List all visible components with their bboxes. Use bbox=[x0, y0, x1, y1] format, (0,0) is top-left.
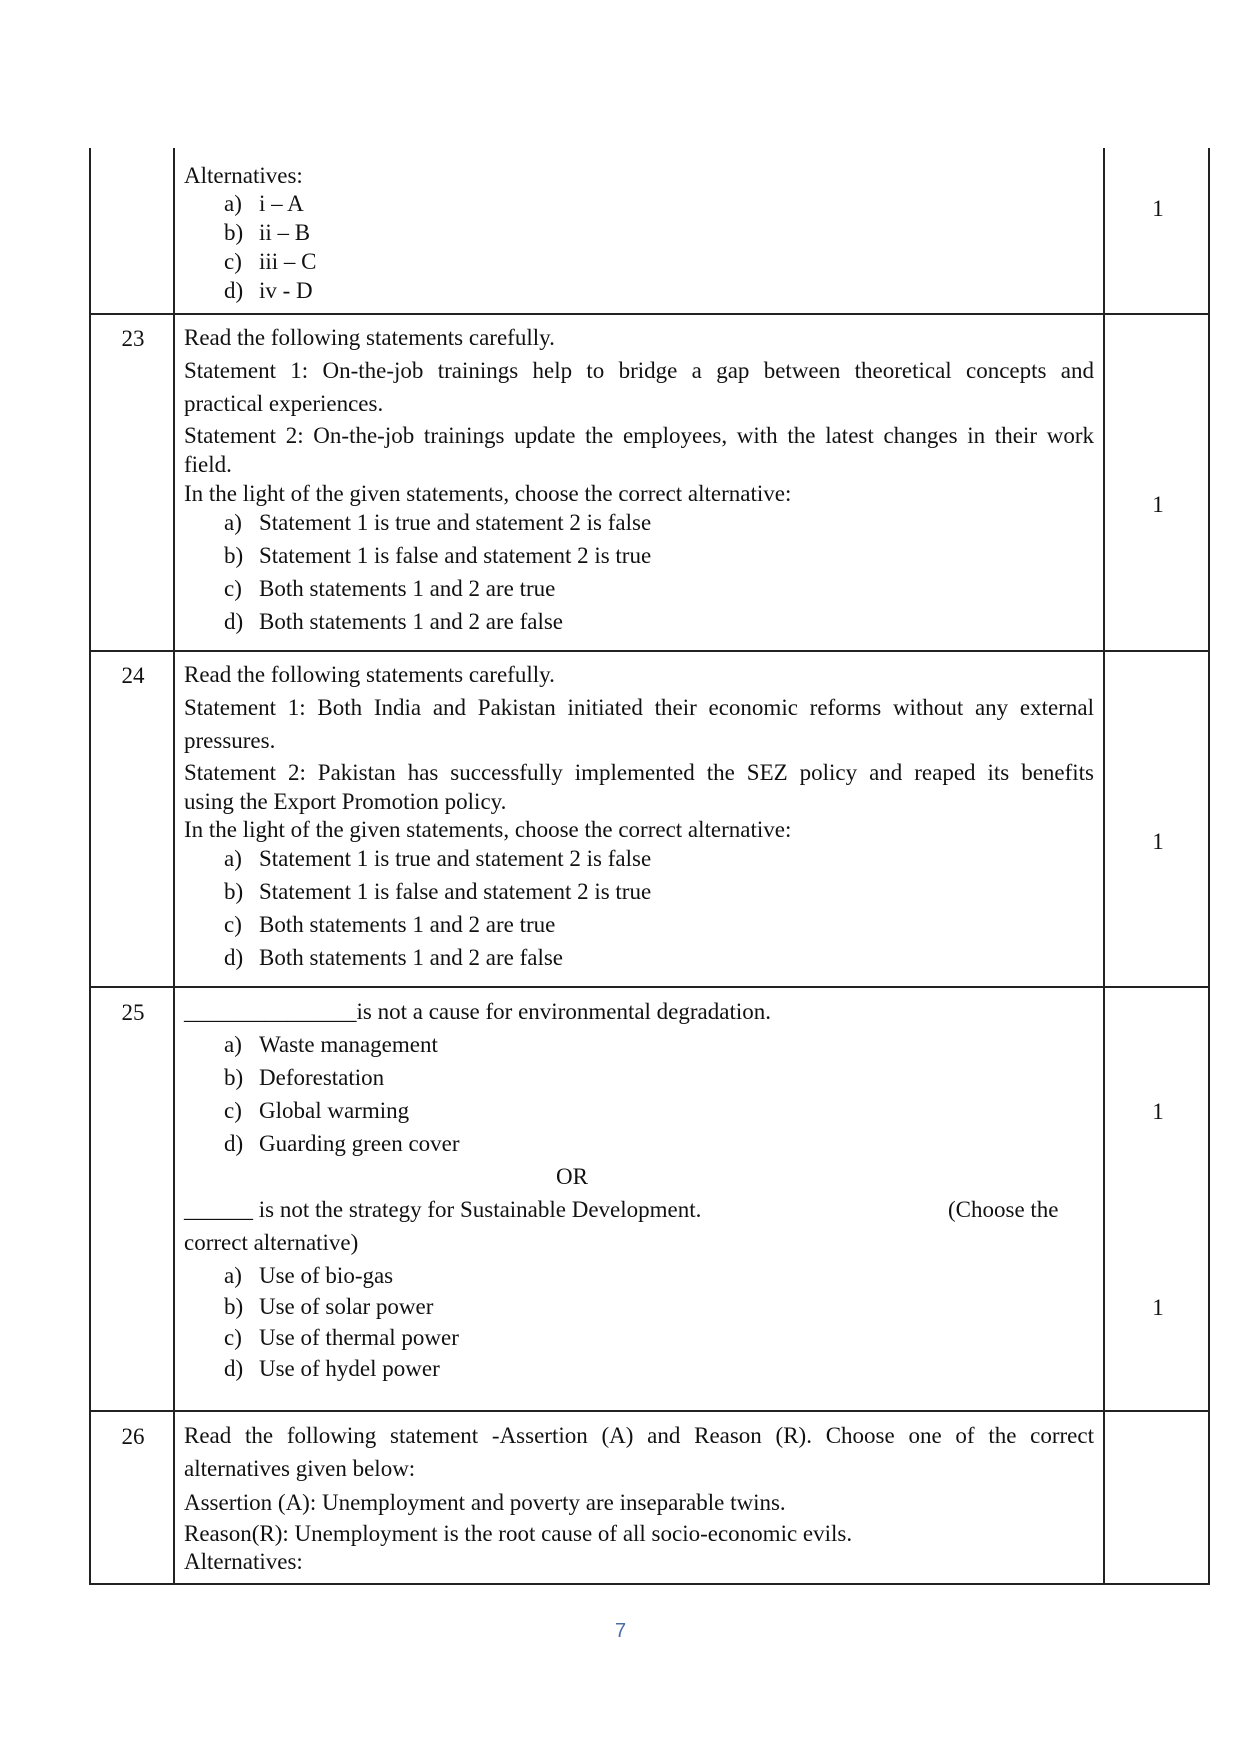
option: d) Both statements 1 and 2 are false bbox=[224, 609, 564, 634]
statement-2-cont: using the Export Promotion policy. bbox=[184, 789, 507, 814]
statement-1: Statement 1: Both India and Pakistan initiated their economic reforms without any external bbox=[184, 695, 1094, 720]
table-border-col1 bbox=[173, 148, 175, 1584]
marks: 1 bbox=[1152, 1099, 1164, 1124]
option: b) Use of solar power bbox=[224, 1294, 434, 1319]
or-separator: OR bbox=[556, 1164, 588, 1189]
statement-1-cont: practical experiences. bbox=[184, 391, 384, 416]
option: a) Use of bio-gas bbox=[224, 1263, 394, 1288]
instruction-hint-cont: correct alternative) bbox=[184, 1230, 359, 1255]
row-divider bbox=[89, 986, 1210, 988]
option: d) iv - D bbox=[224, 278, 313, 303]
question-prompt: In the light of the given statements, choose the correct alternative: bbox=[184, 817, 792, 842]
question-stem-alt: ______ is not the strategy for Sustainable Development. bbox=[184, 1197, 702, 1222]
question-intro: Read the following statement -Assertion (A) and Reason (R). Choose one of the correct bbox=[184, 1423, 1094, 1448]
option: b) Statement 1 is false and statement 2 is true bbox=[224, 879, 652, 904]
option: c) iii – C bbox=[224, 249, 317, 274]
instruction-hint: (Choose the bbox=[948, 1197, 1059, 1222]
statement-1-cont: pressures. bbox=[184, 728, 276, 753]
option: b) Statement 1 is false and statement 2 is true bbox=[224, 543, 652, 568]
row-divider bbox=[89, 650, 1210, 652]
option: c) Use of thermal power bbox=[224, 1325, 459, 1350]
question-number: 23 bbox=[121, 326, 145, 351]
option: d) Use of hydel power bbox=[224, 1356, 440, 1381]
option: d) Both statements 1 and 2 are false bbox=[224, 945, 564, 970]
marks: 1 bbox=[1152, 492, 1164, 517]
marks: 1 bbox=[1152, 829, 1164, 854]
row-divider bbox=[89, 1410, 1210, 1412]
question-number: 26 bbox=[121, 1424, 145, 1449]
option: c) Both statements 1 and 2 are true bbox=[224, 912, 556, 937]
alternatives-heading: Alternatives: bbox=[184, 1549, 303, 1574]
statement-1: Statement 1: On-the-job trainings help to bridge a gap between theoretical concepts and bbox=[184, 358, 1094, 383]
table-border-col2 bbox=[1103, 148, 1105, 1584]
marks: 1 bbox=[1152, 196, 1164, 221]
option: c) Both statements 1 and 2 are true bbox=[224, 576, 556, 601]
option: a) Waste management bbox=[224, 1032, 438, 1057]
option: a) Statement 1 is true and statement 2 is false bbox=[224, 510, 652, 535]
option: a) Statement 1 is true and statement 2 is false bbox=[224, 846, 652, 871]
assertion: Assertion (A): Unemployment and poverty are inseparable twins. bbox=[184, 1490, 786, 1515]
statement-2: Statement 2: On-the-job trainings update the employees, with the latest changes in their work bbox=[184, 423, 1094, 448]
question-prompt: In the light of the given statements, choose the correct alternative: bbox=[184, 481, 792, 506]
option: b) ii – B bbox=[224, 220, 311, 245]
option: a) i – A bbox=[224, 191, 304, 216]
page-number: 7 bbox=[614, 1620, 627, 1642]
row-divider bbox=[89, 313, 1210, 315]
marks: 1 bbox=[1152, 1295, 1164, 1320]
question-intro: Read the following statements carefully. bbox=[184, 662, 555, 687]
option: c) Global warming bbox=[224, 1098, 410, 1123]
option: b) Deforestation bbox=[224, 1065, 385, 1090]
reason: Reason(R): Unemployment is the root cause of all socio-economic evils. bbox=[184, 1521, 853, 1546]
option: d) Guarding green cover bbox=[224, 1131, 460, 1156]
question-number: 25 bbox=[121, 1000, 145, 1025]
question-intro: Read the following statements carefully. bbox=[184, 325, 555, 350]
question-number: 24 bbox=[121, 663, 145, 688]
statement-2-cont: field. bbox=[184, 452, 232, 477]
question-intro-cont: alternatives given below: bbox=[184, 1456, 416, 1481]
statement-2: Statement 2: Pakistan has successfully implemented the SEZ policy and reaped its benefits bbox=[184, 760, 1094, 785]
alternatives-heading: Alternatives: bbox=[184, 163, 303, 188]
table-border-bottom bbox=[89, 1583, 1210, 1585]
table-border-right bbox=[1208, 148, 1210, 1584]
table-border-left bbox=[89, 148, 91, 1584]
question-stem: _______________is not a cause for environmental degradation. bbox=[184, 999, 771, 1024]
